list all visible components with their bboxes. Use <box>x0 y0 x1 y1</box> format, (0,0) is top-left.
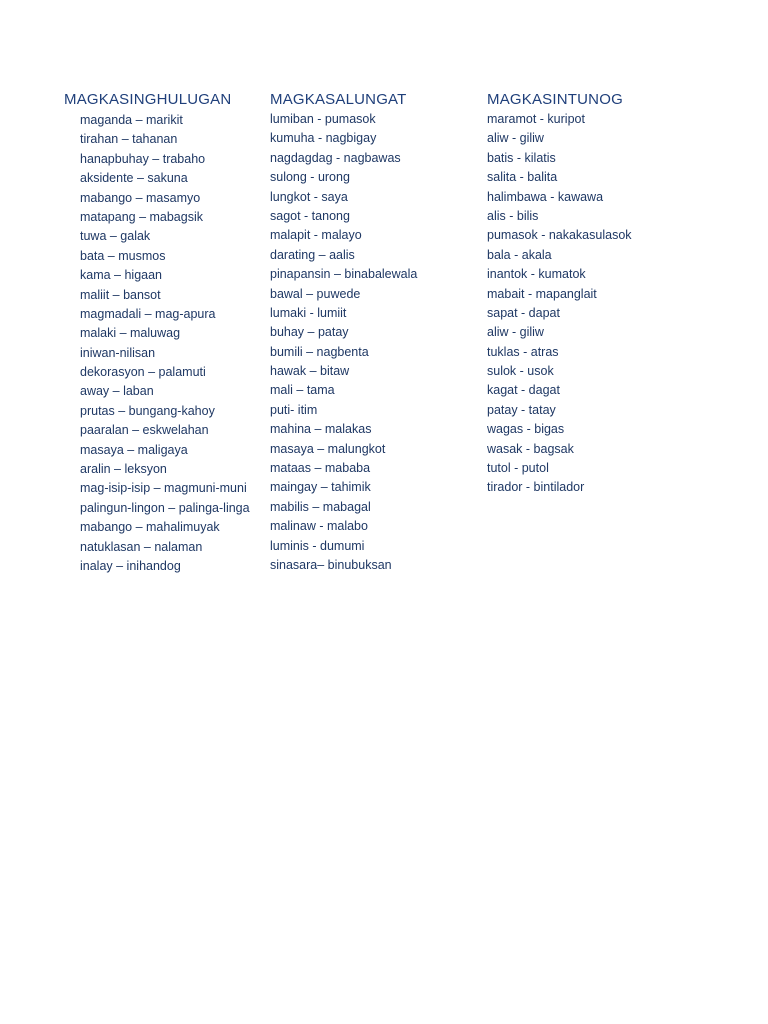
word-pair-item: away – laban <box>80 384 154 399</box>
word-pair-item: pumasok - nakakasulasok <box>487 228 632 243</box>
word-pair-item: darating – aalis <box>270 247 355 262</box>
word-pair-item: wasak - bagsak <box>487 441 574 456</box>
synonyms-column <box>64 90 269 576</box>
word-pair-item: maliit – bansot <box>80 287 161 302</box>
homophones-column <box>487 90 687 498</box>
word-pair-item: puti- itim <box>270 402 318 417</box>
word-pair-item: prutas – bungang-kahoy <box>80 403 215 418</box>
homophones-heading: MAGKASINTUNOG <box>487 91 623 108</box>
word-pair-item: nagdagdag - nagbawas <box>270 150 401 165</box>
word-pair-item: bumili – nagbenta <box>270 344 369 359</box>
word-pair-item: kagat - dagat <box>487 383 560 398</box>
word-pair-item: batis - kilatis <box>487 150 556 165</box>
word-pair-item: tutol - putol <box>487 461 549 476</box>
word-pair-item: aralin – leksyon <box>80 462 167 477</box>
word-pair-item: palingun-lingon – palinga-linga <box>80 500 250 515</box>
word-pair-item: masaya – maligaya <box>80 442 188 457</box>
word-pair-item: mabango – mahalimuyak <box>80 520 220 535</box>
word-pair-item: bala - akala <box>487 247 552 262</box>
synonyms-list <box>64 111 269 576</box>
antonyms-heading: MAGKASALUNGAT <box>270 91 407 108</box>
word-pair-item: sagot - tanong <box>270 208 350 223</box>
word-pair-item: lumiban - pumasok <box>270 112 376 126</box>
word-pair-item: aliw - giliw <box>487 131 544 146</box>
word-pair-item: salita - balita <box>487 170 558 185</box>
word-pair-item: inantok - kumatok <box>487 267 586 282</box>
word-pair-item: malaki – maluwag <box>80 326 181 341</box>
word-pair-item: bawal – puwede <box>270 286 361 301</box>
word-pair-item: masaya – malungkot <box>270 441 386 456</box>
word-pair-item: natuklasan – nalaman <box>80 539 203 554</box>
homophones-list <box>487 110 687 498</box>
word-pair-item: paaralan – eskwelahan <box>80 423 209 438</box>
word-pair-item: pinapansin – binabalewala <box>270 267 418 282</box>
word-pair-item: mabilis – mabagal <box>270 499 371 514</box>
word-pair-item: mag-isip-isip – magmuni-muni <box>80 481 247 496</box>
word-pair-item: malapit - malayo <box>270 228 362 243</box>
word-pair-item: maganda – marikit <box>80 113 183 127</box>
synonyms-heading: MAGKASINGHULUGAN <box>64 91 232 108</box>
word-pair-item: alis - bilis <box>487 208 539 223</box>
antonyms-list <box>270 110 480 575</box>
word-pair-item: hawak – bitaw <box>270 364 350 379</box>
word-pair-item: mabango – masamyo <box>80 190 201 205</box>
word-pair-item: mataas – mababa <box>270 461 371 476</box>
word-pair-item: kumuha - nagbigay <box>270 131 377 146</box>
word-pair-item: malinaw - malabo <box>270 519 368 534</box>
word-pair-item: maramot - kuripot <box>487 112 585 126</box>
word-pair-item: tuklas - atras <box>487 344 559 359</box>
word-pair-item: luminis - dumumi <box>270 538 365 553</box>
word-pair-item: sulok - usok <box>487 364 554 379</box>
word-pair-item: sapat - dapat <box>487 305 560 320</box>
antonyms-column <box>270 90 480 575</box>
word-pair-item: lungkot - saya <box>270 189 348 204</box>
word-pair-item: matapang – mabagsik <box>80 209 203 224</box>
word-pair-item: sulong - urong <box>270 170 350 185</box>
word-pair-item: hanapbuhay – trabaho <box>80 151 206 166</box>
word-pair-item: kama – higaan <box>80 268 163 283</box>
word-pair-item: tirador - bintilador <box>487 480 585 495</box>
word-pair-item: patay - tatay <box>487 402 556 417</box>
word-pair-item: inalay – inihandog <box>80 558 181 573</box>
word-pair-item: lumaki - lumiit <box>270 305 347 320</box>
word-pair-item: buhay – patay <box>270 325 349 340</box>
word-pair-item: bata – musmos <box>80 248 166 263</box>
word-pair-item: maingay – tahimik <box>270 480 371 495</box>
word-pair-item: dekorasyon – palamuti <box>80 365 206 380</box>
word-pair-item: aliw - giliw <box>487 325 544 340</box>
word-pair-item: aksidente – sakuna <box>80 171 188 186</box>
word-pair-item: sinasara– binubuksan <box>270 557 392 572</box>
word-pair-item: tirahan – tahanan <box>80 132 178 147</box>
word-pair-item: halimbawa - kawawa <box>487 189 604 204</box>
word-pair-item: mabait - mapanglait <box>487 286 597 301</box>
word-pair-item: mahina – malakas <box>270 422 372 437</box>
word-pair-item: tuwa – galak <box>80 229 151 244</box>
word-pair-item: mali – tama <box>270 383 335 398</box>
word-pair-item: iniwan-nilisan <box>80 345 156 360</box>
word-pair-item: magmadali – mag-apura <box>80 306 216 321</box>
word-pair-item: wagas - bigas <box>487 422 565 437</box>
